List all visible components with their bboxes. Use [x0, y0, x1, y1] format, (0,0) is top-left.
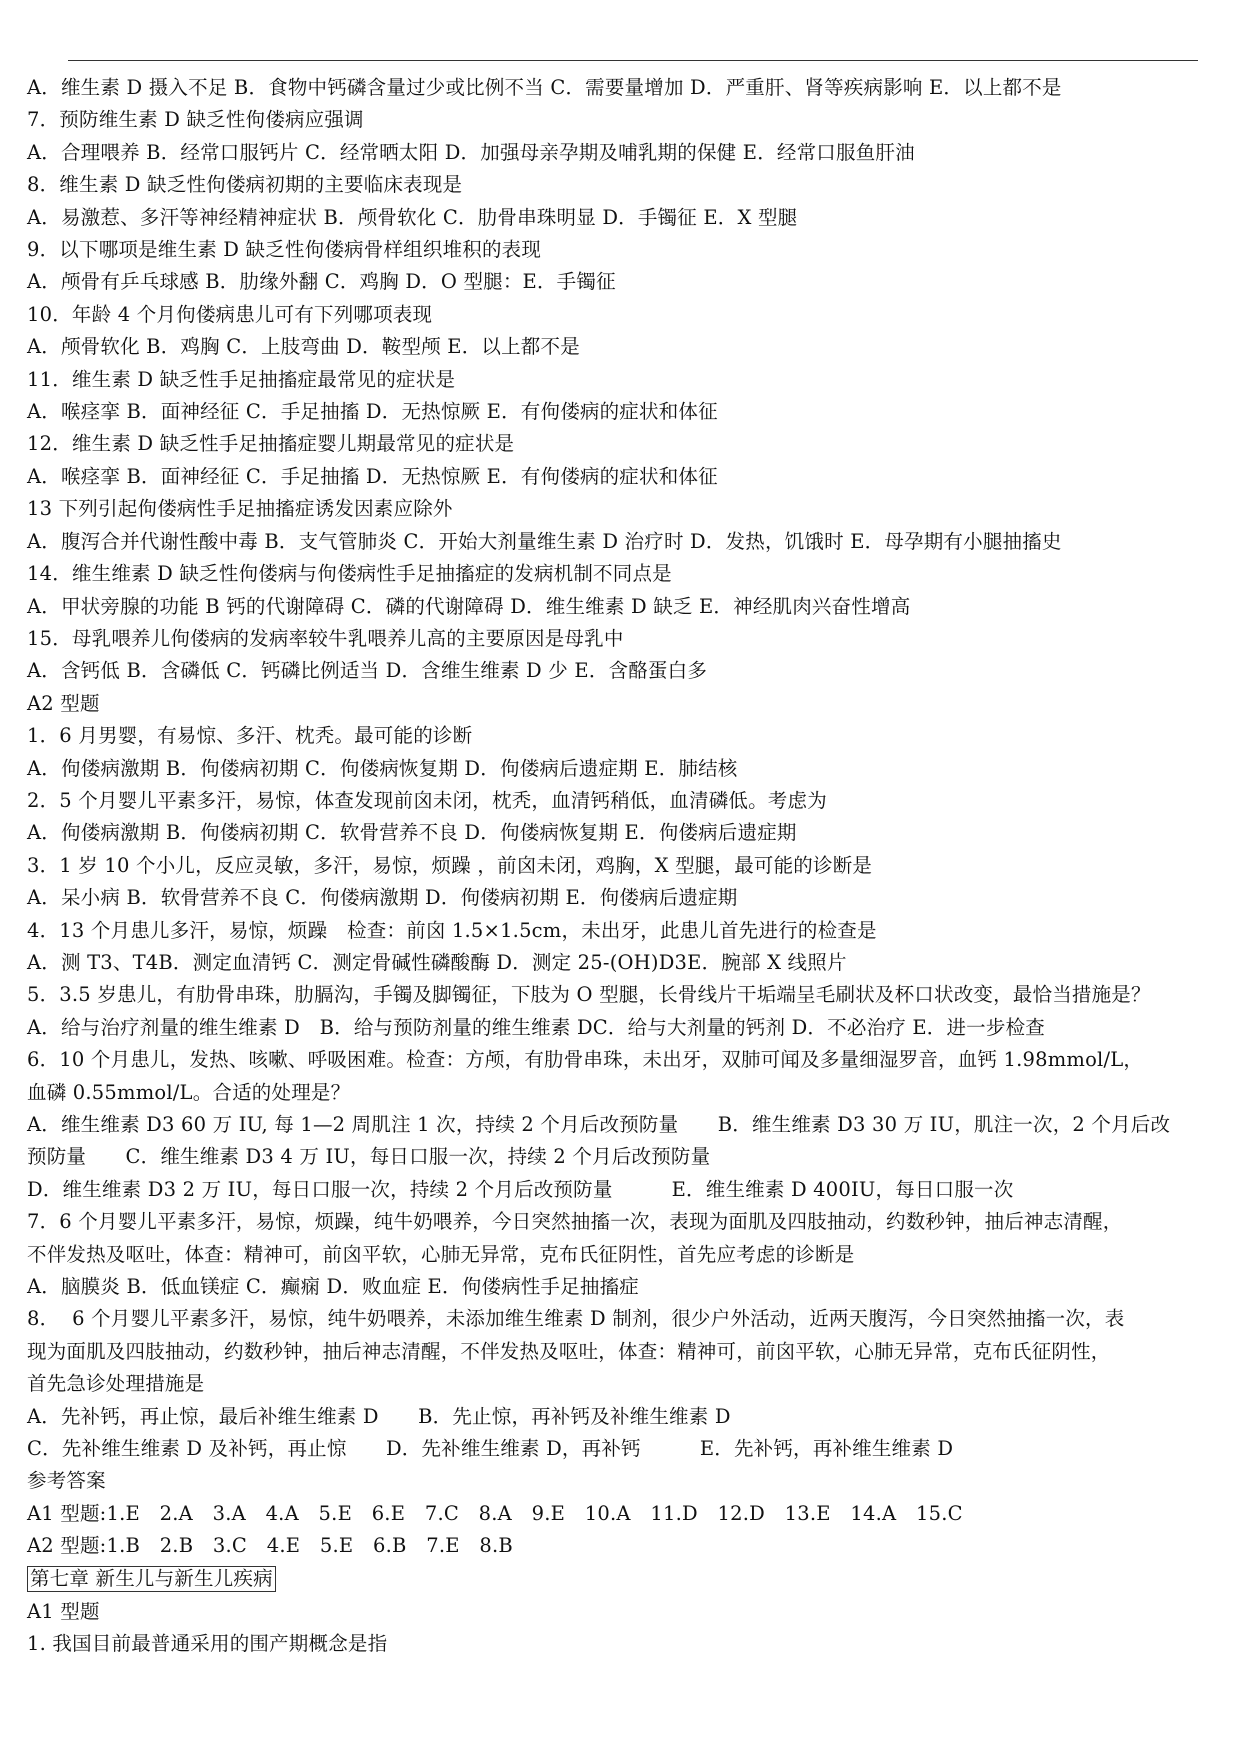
text-line: A1 型题:1.E 2.A 3.A 4.A 5.E 6.E 7.C 8.A 9.E 10.A 11.D 12.D 13.E 14.A 15.C	[27, 1501, 963, 1525]
text-line: 15．母乳喂养儿佝偻病的发病率较牛乳喂养儿高的主要原因是母乳中	[27, 626, 624, 650]
text-line: 1. 我国目前最普通采用的围产期概念是指	[27, 1632, 388, 1656]
text-line: A．呆小病 B．软骨营养不良 C．佝偻病激期 D．佝偻病初期 E．佝偻病后遗症期	[27, 886, 738, 910]
text-line: A．含钙低 B．含磷低 C．钙磷比例适当 D．含维生维素 D 少 E．含酪蛋白多	[27, 659, 708, 683]
header-rule	[68, 60, 1198, 61]
text-line: A．甲状旁腺的功能 B 钙的代谢障碍 C．磷的代谢障碍 D．维生维素 D 缺乏 E．神经肌肉兴奋性增高	[27, 594, 911, 618]
text-line: 8．维生素 D 缺乏性佝偻病初期的主要临床表现是	[27, 173, 463, 197]
text-line: A．颅骨有乒乓球感 B．肋缘外翻 C．鸡胸 D．O 型腿：E．手镯征	[27, 270, 616, 294]
text-line: 不伴发热及呕吐，体查：精神可，前囟平软，心肺无异常，克布氏征阴性，首先应考虑的诊断是	[27, 1242, 855, 1266]
text-line: 1．6 月男婴，有易惊、多汗、枕秃。最可能的诊断	[27, 724, 473, 748]
question-lines	[27, 72, 1207, 1563]
text-line: 6．10 个月患儿，发热、咳嗽、呼吸困难。检查：方颅，有肋骨串珠，未出牙，双肺可闻及多量细湿罗音，血钙 1.98mmol/L，	[27, 1048, 1144, 1072]
text-line: A．合理喂养 B．经常口服钙片 C．经常晒太阳 D．加强母亲孕期及哺乳期的保健 E．经常口服鱼肝油	[27, 140, 915, 164]
text-line: 3．1 岁 10 个小儿，反应灵敏，多汗，易惊，烦躁 ，前囟未闭，鸡胸，X 型腿，最可能的诊断是	[27, 853, 873, 877]
text-line: A．维生素 D 摄入不足 B．食物中钙磷含量过少或比例不当 C．需要量增加 D．严重肝、肾等疾病影响 E．以上都不是	[27, 76, 1062, 99]
text-line: 10．年龄 4 个月佝偻病患儿可有下列哪项表现	[27, 302, 433, 326]
text-line: A．喉痉挛 B．面神经征 C．手足抽搐 D．无热惊厥 E．有佝偻病的症状和体征	[27, 400, 718, 424]
text-line: 7．预防维生素 D 缺乏性佝偻病应强调	[27, 108, 364, 132]
text-line: A．佝偻病激期 B．佝偻病初期 C．软骨营养不良 D．佝偻病恢复期 E．佝偻病后遗症期	[27, 821, 797, 845]
text-line: A．先补钙，再止惊，最后补维生维素 D B．先止惊，再补钙及补维生维素 D	[27, 1404, 731, 1428]
text-line: 4．13 个月患儿多汗，易惊，烦躁 检查：前囟 1.5×1.5cm，未出牙，此患儿首先进行的检查是	[27, 918, 877, 942]
text-line: D．维生维素 D3 2 万 IU，每日口服一次，持续 2 个月后改预防量 E．维生维素 D 400IU，每日口服一次	[27, 1177, 1014, 1201]
text-line: 12．维生素 D 缺乏性手足抽搐症婴儿期最常见的症状是	[27, 432, 515, 456]
text-line: C．先补维生维素 D 及补钙，再止惊 D．先补维生维素 D，再补钙 E．先补钙，再补维生维素 D	[27, 1437, 954, 1461]
text-line: A．维生维素 D3 60 万 IU, 每 1—2 周肌注 1 次，持续 2 个月后改预防量 B．维生维素 D3 30 万 IU，肌注一次，2 个月后改	[27, 1113, 1171, 1136]
chapter-start-lines	[27, 1596, 1207, 1661]
text-line: 11．维生素 D 缺乏性手足抽搐症最常见的症状是	[27, 367, 456, 391]
text-line: 2．5 个月婴儿平素多汗，易惊，体查发现前囟未闭，枕秃，血清钙稍低，血清磷低。考虑为	[27, 788, 827, 812]
text-line: 14．维生维素 D 缺乏性佝偻病与佝偻病性手足抽搐症的发病机制不同点是	[27, 562, 672, 586]
text-line: 血磷 0.55mmol/L。合适的处理是？	[27, 1080, 351, 1104]
text-line: 7．6 个月婴儿平素多汗，易惊，烦躁，纯牛奶喂养，今日突然抽搐一次，表现为面肌及四肢抽动，约数秒钟，抽后神志清醒，	[27, 1210, 1123, 1234]
text-line: A2 型题:1.B 2.B 3.C 4.E 5.E 6.B 7.E 8.B	[27, 1534, 513, 1558]
text-line: A1 型题	[27, 1599, 100, 1623]
text-line: A．腹泻合并代谢性酸中毒 B．支气管肺炎 C．开始大剂量维生素 D 治疗时 D．发热，饥饿时 E．母孕期有小腿抽搐史	[27, 529, 1062, 553]
text-line: A．脑膜炎 B．低血镁症 C．癫痫 D．败血症 E．佝偻病性手足抽搐症	[27, 1275, 639, 1299]
document-body	[27, 72, 1207, 1661]
text-line: A．喉痉挛 B．面神经征 C．手足抽搐 D．无热惊厥 E．有佝偻病的症状和体征	[27, 464, 718, 488]
text-line: A2 型题	[27, 691, 100, 715]
text-line: A．给与治疗剂量的维生维素 D B．给与预防剂量的维生维素 DC．给与大剂量的钙剂 D．不必治疗 E．进一步检查	[27, 1015, 1045, 1039]
text-line: 首先急诊处理措施是	[27, 1372, 205, 1396]
text-line: 5．3.5 岁患儿，有肋骨串珠，肋膈沟，手镯及脚镯征，下肢为 O 型腿，长骨线片干垢端呈毛刷状及杯口状改变，最恰当措施是？	[27, 983, 1151, 1007]
chapter-heading: 第七章 新生儿与新生儿疾病	[27, 1566, 276, 1592]
text-line: A．测 T3、T4B．测定血清钙 C．测定骨碱性磷酸酶 D．测定 25-(OH)D3E．腕部 X 线照片	[27, 950, 847, 974]
text-line: A．颅骨软化 B．鸡胸 C．上肢弯曲 D．鞍型颅 E．以上都不是	[27, 335, 580, 359]
chapter-heading-line	[27, 1563, 1207, 1596]
text-line: 8． 6 个月婴儿平素多汗，易惊，纯牛奶喂养，未添加维生维素 D 制剂，很少户外活动，近两天腹泻，今日突然抽搐一次，表	[27, 1307, 1125, 1331]
text-line: A．易激惹、多汗等神经精神症状 B．颅骨软化 C．肋骨串珠明显 D．手镯征 E．X 型腿	[27, 205, 798, 229]
text-line: A．佝偻病激期 B．佝偻病初期 C．佝偻病恢复期 D．佝偻病后遗症期 E．肺结核	[27, 756, 738, 780]
text-line: 13 下列引起佝偻病性手足抽搐症诱发因素应除外	[27, 497, 453, 521]
text-line: 9．以下哪项是维生素 D 缺乏性佝偻病骨样组织堆积的表现	[27, 238, 542, 262]
text-line: 参考答案	[27, 1469, 106, 1493]
text-line: 现为面肌及四肢抽动，约数秒钟，抽后神志清醒，不伴发热及呕吐，体查：精神可，前囟平软，心肺无异常，克布氏征阴性，	[27, 1339, 1111, 1363]
text-line: 预防量 C．维生维素 D3 4 万 IU，每日口服一次，持续 2 个月后改预防量	[27, 1145, 711, 1169]
